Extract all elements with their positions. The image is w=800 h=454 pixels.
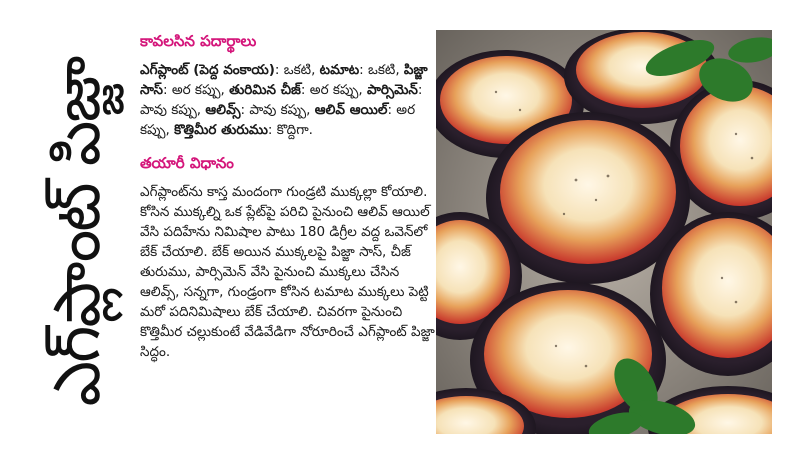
ingredient-qty: పావు కప్పు, <box>140 102 202 118</box>
ingredient-name: పార్సిమెన్ <box>367 82 418 98</box>
ingredient-qty: కొద్దిగా. <box>276 122 313 138</box>
article-title <box>30 28 126 436</box>
ingredient-name: టమాట <box>319 62 360 78</box>
ingredient-name: ఆలివ్ ఆయిల్ <box>314 102 388 118</box>
eggplant-pizza-illustration <box>436 30 772 434</box>
ingredient-qty: అర కప్పు, <box>140 102 416 138</box>
ingredient-qty: ఒకటి, <box>283 62 316 78</box>
ingredients-list: ఎగ్‌ప్లాంట్ (పెద్ద వంకాయ): ఒకటి, టమాట: ఒకటి, పిజ్జా సాస్: అర కప్పు, తురిమిన చీజ్: అర కప్పు, పార్సిమెన్: పావు కప్పు, ఆలివ్స్: పావు కప్పు, ఆలివ్ ఆయిల్: అర కప్పు, కొత్తిమీర తురుము: కొద్దిగా. <box>140 62 428 138</box>
ingredient-name: ఎగ్‌ప్లాంట్ (పెద్ద వంకాయ) <box>140 62 275 78</box>
ingredient-name: పిజ్జా సాస్ <box>140 62 428 98</box>
ingredient-name: కొత్తిమీర తురుము <box>174 122 268 138</box>
method-paragraph: ఎగ్‌ప్లాంట్‌ను కాస్త మందంగా గుండ్రటి ముక్కల్లా కోయాలి. కోసిన ముక్కల్ని ఒక ప్లేట్‌పై పరిచి పైనుంచి ఆలివ్ ఆయిల్ వేసి పదిహేను నిమిషాల పాటు 180 డిగ్రీల వద్ద ఒవెన్‌లో బేక్ చేయాలి. బేక్ అయిన ముక్కలపై పిజ్జా సాస్, చీజ్ తురుము, పార్సిమెన్ వేసి పైనుంచి ముక్కలు చేసిన ఆలివ్స్, సన్నగా, గుండ్రంగా కోసిన టమాట ముక్కలు పెట్టి మరో పదినిమిషాలు బేక్ చేయాలి. చివరగా పైనుంచి కొత్తిమీర చల్లుకుంటే వేడివేడిగా నోరూరించే ఎగ్‌ప్లాంట్ పిజ్జా సిద్ధం. <box>140 184 435 360</box>
ingredient-name: తురిమిన చీజ్ <box>229 82 301 98</box>
ingredient-qty: పావు కప్పు, <box>249 102 311 118</box>
title-text: ఎగ్‌ప్లాంట్ పిజ్జా <box>41 57 115 407</box>
eggplant-pizza-photo <box>436 30 772 434</box>
ingredient-qty: ఒకటి, <box>367 62 400 78</box>
recipe-text-column <box>140 32 435 436</box>
ingredient-qty: అర కప్పు, <box>171 82 225 98</box>
ingredient-name: ఆలివ్స్ <box>205 102 241 118</box>
method-heading: తయారీ విధానం <box>140 154 234 172</box>
ingredient-qty: అర కప్పు, <box>309 82 363 98</box>
ingredients-heading: కావలసిన పదార్థాలు <box>140 32 257 50</box>
